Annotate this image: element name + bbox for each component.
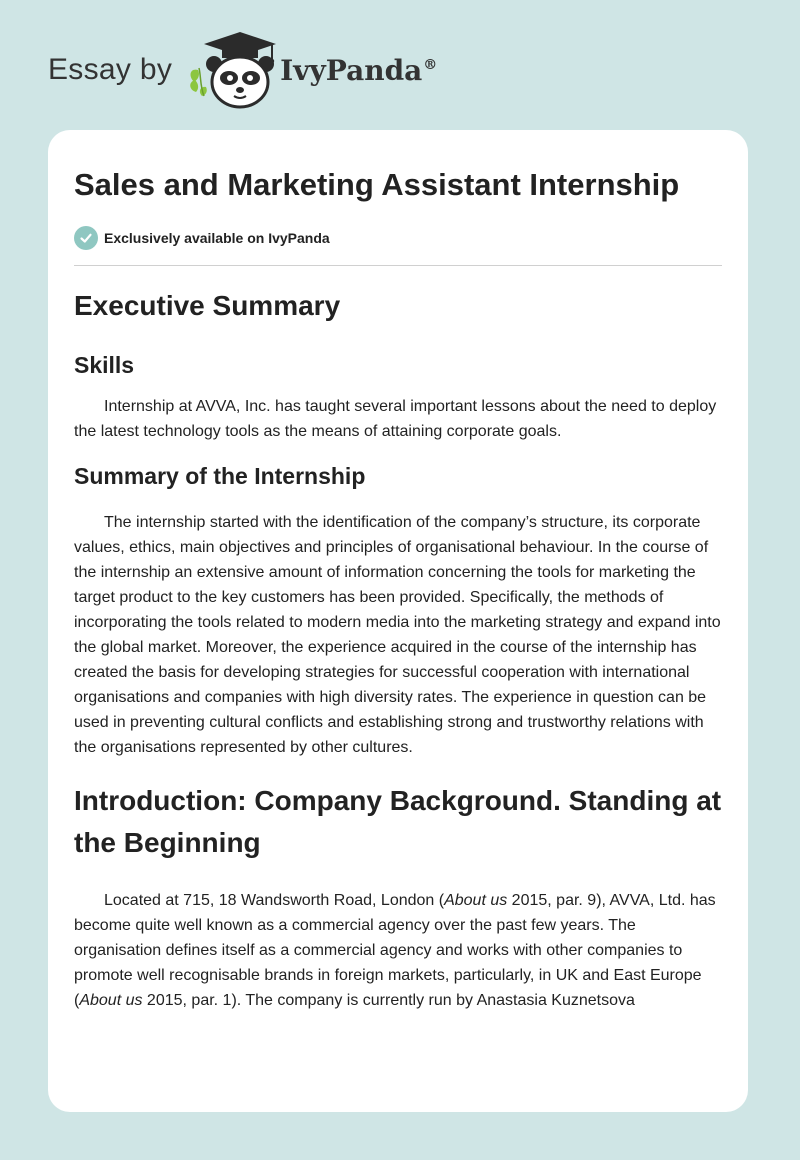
introduction-paragraph <box>74 888 722 1013</box>
essay-title: Sales and Marketing Assistant Internship <box>74 167 680 202</box>
skills-heading: Skills <box>74 352 135 378</box>
introduction-heading: Introduction: Company Background. Standing at the Beginning <box>74 785 722 858</box>
essay-by-label: Essay by <box>48 53 173 86</box>
intro-text-part: 2015, par. 9), AVVA, Ltd. has become quite well known as a commercial agency over the past few years. The organisation defines itself as a commercial agency and works with other companies to promote well recognisable brands in foreign markets, particularly, in UK and East Europe ( <box>74 892 716 1009</box>
executive-summary-heading: Executive Summary <box>74 290 341 321</box>
skills-paragraph: Internship at AVVA, Inc. has taught several important lessons about the need to deploy the latest technology tools as the means of attaining corporate goals. <box>74 398 717 440</box>
check-circle-icon <box>74 226 98 250</box>
title-divider <box>74 265 722 266</box>
internship-summary-paragraph: The internship started with the identification of the company’s structure, its corporate values, ethics, main objectives and principles of organisational behaviour. In the course of the internship an extensive amount of information concerning the tools for marketing the target product to the key customers has been provided. Specifically, the methods of incorporating the tools related to modern media into the marketing strategy and expand into the global market. Moreover, the experience acquired in the course of the internship has created the basis for developing strategies for successful cooperation with international organisations and companies with high diversity rates. The experience in question can be used in preventing cultural conflicts and establishing strong and trustworthy relations with the organisations represented by other cultures. <box>74 514 721 756</box>
citation-about-us: About us <box>79 992 143 1009</box>
registered-mark: ® <box>423 57 438 74</box>
checkmark-icon <box>79 231 93 245</box>
essay-card <box>48 130 748 1112</box>
intro-text-part: Located at 715, 18 Wandsworth Road, London ( <box>104 892 445 909</box>
brand-text: IvyPanda <box>280 53 423 87</box>
exclusive-badge <box>74 225 722 251</box>
citation-about-us: About us <box>444 892 508 909</box>
intro-text-part: 2015, par. 1). The company is currently run by Anastasia Kuznetsova <box>142 992 635 1009</box>
exclusive-badge-label: Exclusively available on IvyPanda <box>104 230 330 246</box>
internship-summary-heading: Summary of the Internship <box>74 463 366 489</box>
site-header <box>48 30 437 110</box>
brand-name[interactable] <box>280 54 437 87</box>
ivypanda-logo-icon[interactable] <box>186 30 278 110</box>
